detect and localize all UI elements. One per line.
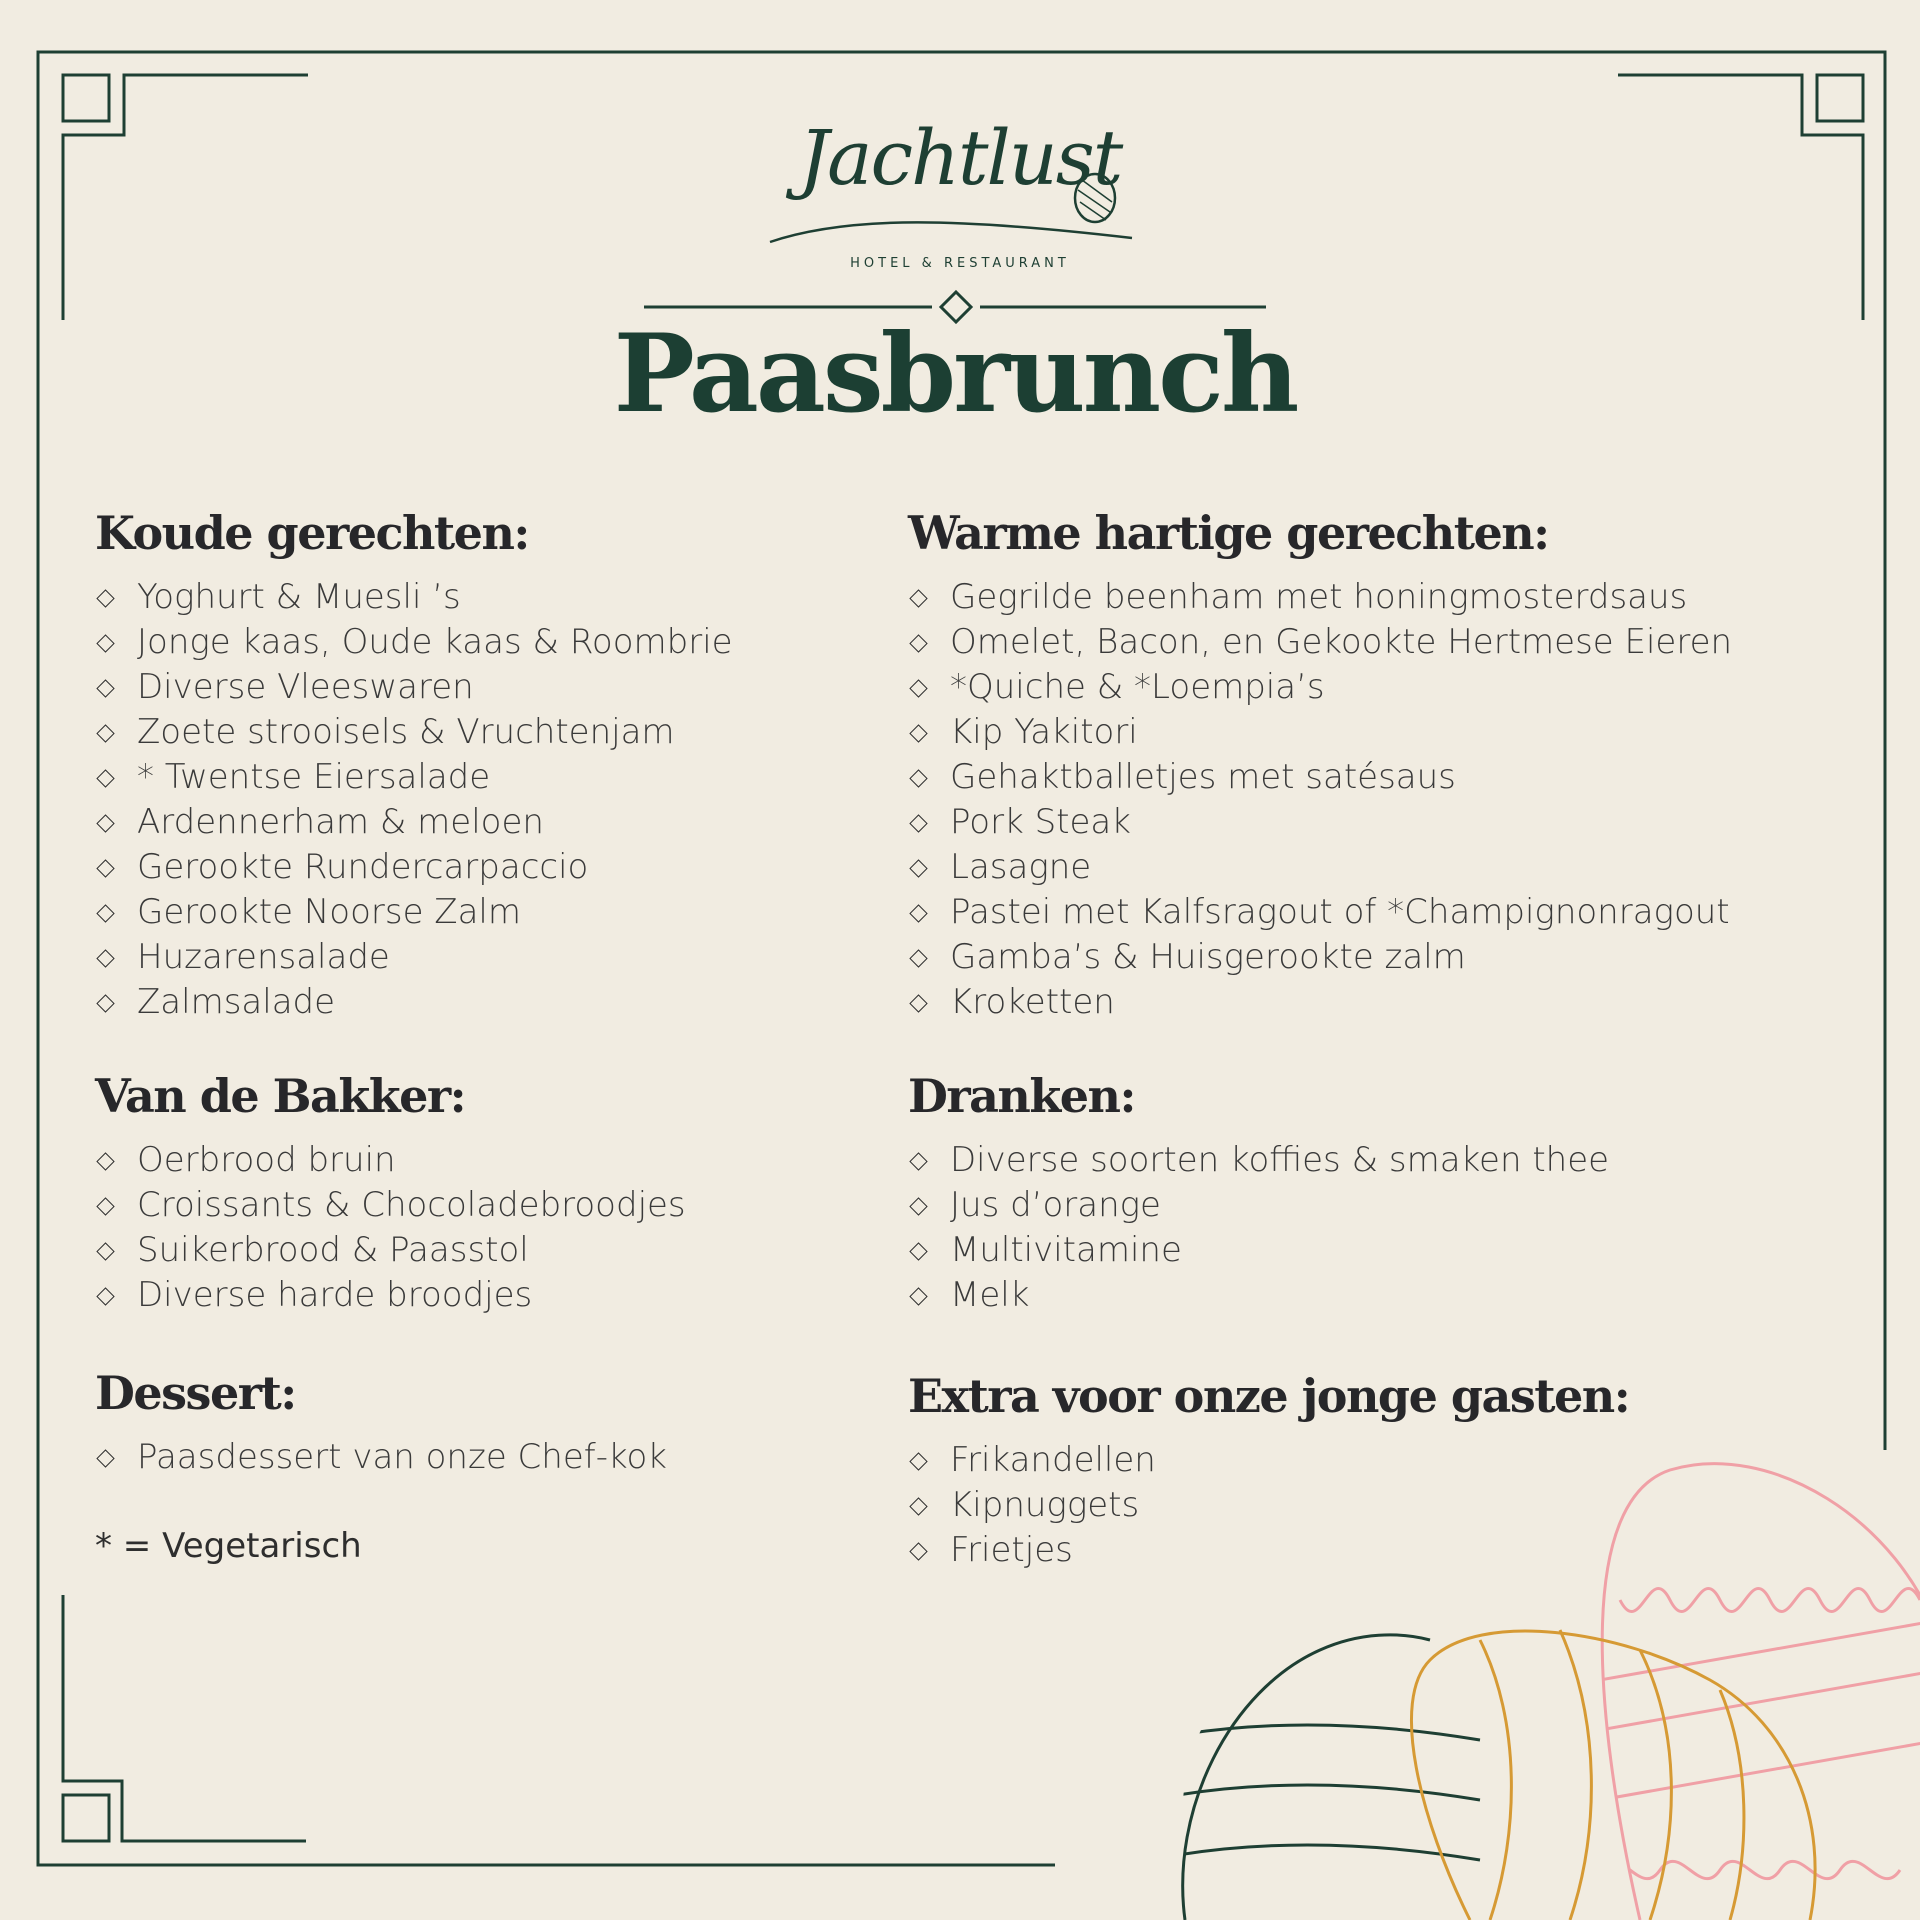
- logo: [760, 113, 1160, 280]
- list-item: Lasagne: [908, 845, 1808, 890]
- section-dessert: [95, 1365, 995, 1480]
- diamond-bullet-icon: [909, 1542, 927, 1560]
- diamond-bullet-icon: [909, 634, 927, 652]
- section-heading: Dranken:: [908, 1069, 1135, 1123]
- list-item: Jus d’orange: [908, 1183, 1808, 1228]
- diamond-bullet-icon: [96, 859, 114, 877]
- list-item: *Quiche & *Loempia’s: [908, 665, 1808, 710]
- list-item: Gerookte Noorse Zalm: [95, 890, 995, 935]
- list-item: Gerookte Rundercarpaccio: [95, 845, 995, 890]
- section-van-de-bakker: [95, 1068, 995, 1318]
- list-item: Kipnuggets: [908, 1483, 1808, 1528]
- diamond-bullet-icon: [96, 1449, 114, 1467]
- diamond-bullet-icon: [909, 1197, 927, 1215]
- diamond-bullet-icon: [96, 1242, 114, 1260]
- diamond-bullet-icon: [96, 994, 114, 1012]
- diamond-bullet-icon: [96, 1287, 114, 1305]
- menu-list: [95, 1435, 995, 1480]
- diamond-bullet-icon: [96, 904, 114, 922]
- list-item: Diverse soorten koffies & smaken thee: [908, 1138, 1808, 1183]
- diamond-bullet-icon: [96, 1152, 114, 1170]
- list-item: Frietjes: [908, 1528, 1808, 1573]
- diamond-bullet-icon: [909, 1287, 927, 1305]
- menu-list: [95, 575, 995, 1025]
- diamond-bullet-icon: [909, 1452, 927, 1470]
- diamond-bullet-icon: [909, 724, 927, 742]
- section-warme-gerechten: [908, 505, 1808, 1025]
- menu-list: [908, 575, 1808, 1025]
- menu-list: [908, 1438, 1808, 1573]
- section-heading: Extra voor onze jonge gasten:: [908, 1369, 1630, 1423]
- list-item: Jonge kaas, Oude kaas & Roombrie: [95, 620, 995, 665]
- diamond-bullet-icon: [96, 1197, 114, 1215]
- diamond-bullet-icon: [909, 1497, 927, 1515]
- logo-wordmark: Jachtlust: [798, 113, 1122, 202]
- list-item: Multivitamine: [908, 1228, 1808, 1273]
- list-item: Huzarensalade: [95, 935, 995, 980]
- list-item: Suikerbrood & Paasstol: [95, 1228, 995, 1273]
- section-heading: Warme hartige gerechten:: [908, 506, 1549, 560]
- list-item: Gehaktballetjes met satésaus: [908, 755, 1808, 800]
- diamond-bullet-icon: [96, 769, 114, 787]
- page-title: Paasbrunch: [613, 311, 1297, 437]
- list-item: Kroketten: [908, 980, 1808, 1025]
- diamond-bullet-icon: [909, 589, 927, 607]
- section-heading: Van de Bakker:: [95, 1069, 466, 1123]
- list-item: Pork Steak: [908, 800, 1808, 845]
- list-item: Croissants & Chocoladebroodjes: [95, 1183, 995, 1228]
- list-item: Diverse harde broodjes: [95, 1273, 995, 1318]
- list-item: Diverse Vleeswaren: [95, 665, 995, 710]
- diamond-bullet-icon: [909, 769, 927, 787]
- section-koude-gerechten: [95, 505, 995, 1025]
- section-heading: Dessert:: [95, 1366, 296, 1420]
- diamond-bullet-icon: [96, 814, 114, 832]
- list-item: Ardennerham & meloen: [95, 800, 995, 845]
- list-item: Pastei met Kalfsragout of *Champignonragout: [908, 890, 1808, 935]
- section-extra-jonge-gasten: [908, 1368, 1808, 1573]
- diamond-bullet-icon: [909, 1242, 927, 1260]
- diamond-bullet-icon: [909, 949, 927, 967]
- diamond-bullet-icon: [909, 994, 927, 1012]
- list-item: Melk: [908, 1273, 1808, 1318]
- diamond-bullet-icon: [909, 679, 927, 697]
- menu-list: [908, 1138, 1808, 1318]
- list-item: * Twentse Eiersalade: [95, 755, 995, 800]
- list-item: Gegrilde beenham met honingmosterdsaus: [908, 575, 1808, 620]
- diamond-bullet-icon: [96, 949, 114, 967]
- list-item: Omelet, Bacon, en Gekookte Hertmese Eieren: [908, 620, 1808, 665]
- list-item: Zoete strooisels & Vruchtenjam: [95, 710, 995, 755]
- diamond-bullet-icon: [909, 904, 927, 922]
- section-heading: Koude gerechten:: [95, 506, 529, 560]
- list-item: Paasdessert van onze Chef-kok: [95, 1435, 995, 1480]
- diamond-bullet-icon: [909, 1152, 927, 1170]
- diamond-bullet-icon: [96, 634, 114, 652]
- diamond-bullet-icon: [96, 724, 114, 742]
- list-item: Zalmsalade: [95, 980, 995, 1025]
- diamond-bullet-icon: [909, 859, 927, 877]
- logo-subtitle: HOTEL & RESTAURANT: [850, 256, 1070, 271]
- list-item: Yoghurt & Muesli ’s: [95, 575, 995, 620]
- list-item: Oerbrood bruin: [95, 1138, 995, 1183]
- list-item: Gamba’s & Huisgerookte zalm: [908, 935, 1808, 980]
- diamond-bullet-icon: [96, 679, 114, 697]
- vegetarian-legend: * = Vegetarisch: [95, 1526, 362, 1566]
- section-dranken: [908, 1068, 1808, 1318]
- menu-list: [95, 1138, 995, 1318]
- list-item: Kip Yakitori: [908, 710, 1808, 755]
- diamond-bullet-icon: [909, 814, 927, 832]
- diamond-bullet-icon: [96, 589, 114, 607]
- list-item: Frikandellen: [908, 1438, 1808, 1483]
